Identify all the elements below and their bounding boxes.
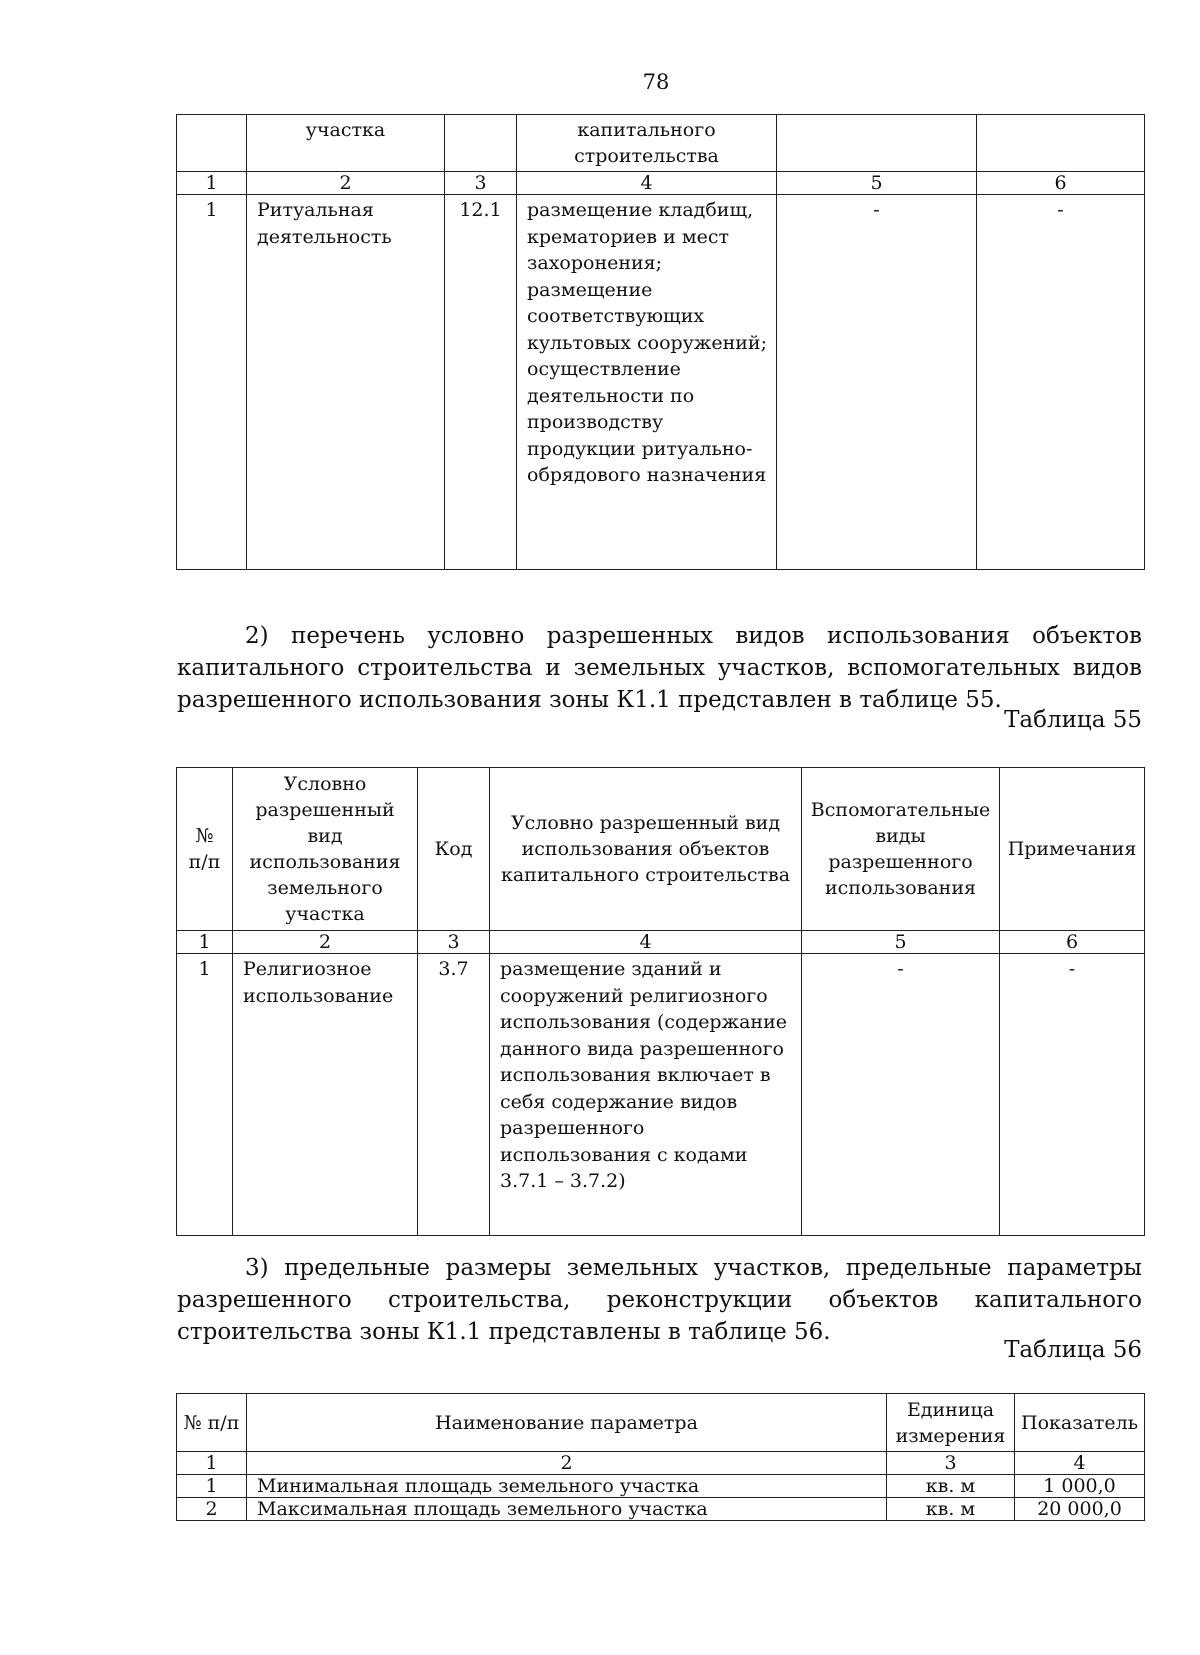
header-cell [177,115,247,172]
table-54-continuation [176,114,1145,570]
row-number: 1 [177,1475,247,1498]
column-number: 2 [247,1452,887,1475]
auxiliary-cell: - [777,195,977,570]
code-cell: 3.7 [418,954,490,1236]
column-number: 3 [445,172,517,195]
column-number: 4 [517,172,777,195]
table-row [177,1475,1145,1498]
column-number: 3 [887,1452,1015,1475]
header-cell [777,115,977,172]
header-cell: Показатель [1015,1394,1145,1452]
auxiliary-cell: - [802,954,1000,1236]
table-55 [176,767,1145,1236]
table-row [177,195,1145,570]
paragraph-2: 2) перечень условно разрешенных видов использования объектов капитального строительства и земельных участков, вспомогательных видов разрешенного использования зоны К1.1 представлен в таблице 55. [177,623,1142,713]
column-number: 1 [177,931,233,954]
column-number: 5 [777,172,977,195]
table-55-caption: Таблица 55 [1004,707,1142,733]
column-number: 2 [233,931,418,954]
row-number: 2 [177,1498,247,1521]
header-cell [977,115,1145,172]
table-header-row [177,115,1145,172]
value-cell: 20 000,0 [1015,1498,1145,1521]
land-use-cell: Религиозное использование [233,954,418,1236]
code-cell: 12.1 [445,195,517,570]
header-cell: Единица измерения [887,1394,1015,1452]
notes-cell: - [1000,954,1145,1236]
land-use-cell: Ритуальная деятельность [247,195,445,570]
header-cell: Вспомогательные виды разрешенного использования [802,768,1000,931]
header-cell: Примечания [1000,768,1145,931]
column-number: 5 [802,931,1000,954]
unit-cell: кв. м [887,1475,1015,1498]
table-56 [176,1393,1145,1521]
column-number-row [177,931,1145,954]
column-number: 4 [490,931,802,954]
parameter-name: Максимальная площадь земельного участка [247,1498,887,1521]
parameter-name: Минимальная площадь земельного участка [247,1475,887,1498]
header-cell: капитального строительства [517,115,777,172]
table-row [177,954,1145,1236]
header-cell: Наименование параметра [247,1394,887,1452]
table-56-caption: Таблица 56 [1004,1337,1142,1363]
header-cell: Условно разрешенный вид использования объектов капитального строительства [490,768,802,931]
table-row [177,1498,1145,1521]
header-cell: участка [247,115,445,172]
column-number: 3 [418,931,490,954]
header-cell: Условно разрешенный вид использования земельного участка [233,768,418,931]
column-number: 6 [1000,931,1145,954]
table-header-row [177,1394,1145,1452]
column-number: 1 [177,1452,247,1475]
unit-cell: кв. м [887,1498,1015,1521]
notes-cell: - [977,195,1145,570]
row-number: 1 [177,954,233,1236]
column-number: 4 [1015,1452,1145,1475]
header-cell: № п/п [177,768,233,931]
header-cell: № п/п [177,1394,247,1452]
header-cell [445,115,517,172]
column-number-row [177,172,1145,195]
value-cell: 1 000,0 [1015,1475,1145,1498]
paragraph-3: 3) предельные размеры земельных участков, предельные параметры разрешенного строительства, реконструкции объектов капитального строительства зоны К1.1 представлены в таблице 56. [177,1255,1142,1345]
column-number: 6 [977,172,1145,195]
row-number: 1 [177,195,247,570]
table-header-row [177,768,1145,931]
column-number-row [177,1452,1145,1475]
column-number: 2 [247,172,445,195]
column-number: 1 [177,172,247,195]
capital-construction-cell: размещение зданий и сооружений религиозного использования (содержание данного вида разрешенного использования включает в себя содержание видов разрешенного использования с кодами 3.7.1 – 3.7.2) [490,954,802,1236]
page-number: 78 [642,70,670,94]
header-cell: Код [418,768,490,931]
capital-construction-cell: размещение кладбищ, крематориев и мест захоронения; размещение соответствующих культовых сооружений; осуществление деятельности по производству продукции ритуально-обрядового назначения [517,195,777,570]
